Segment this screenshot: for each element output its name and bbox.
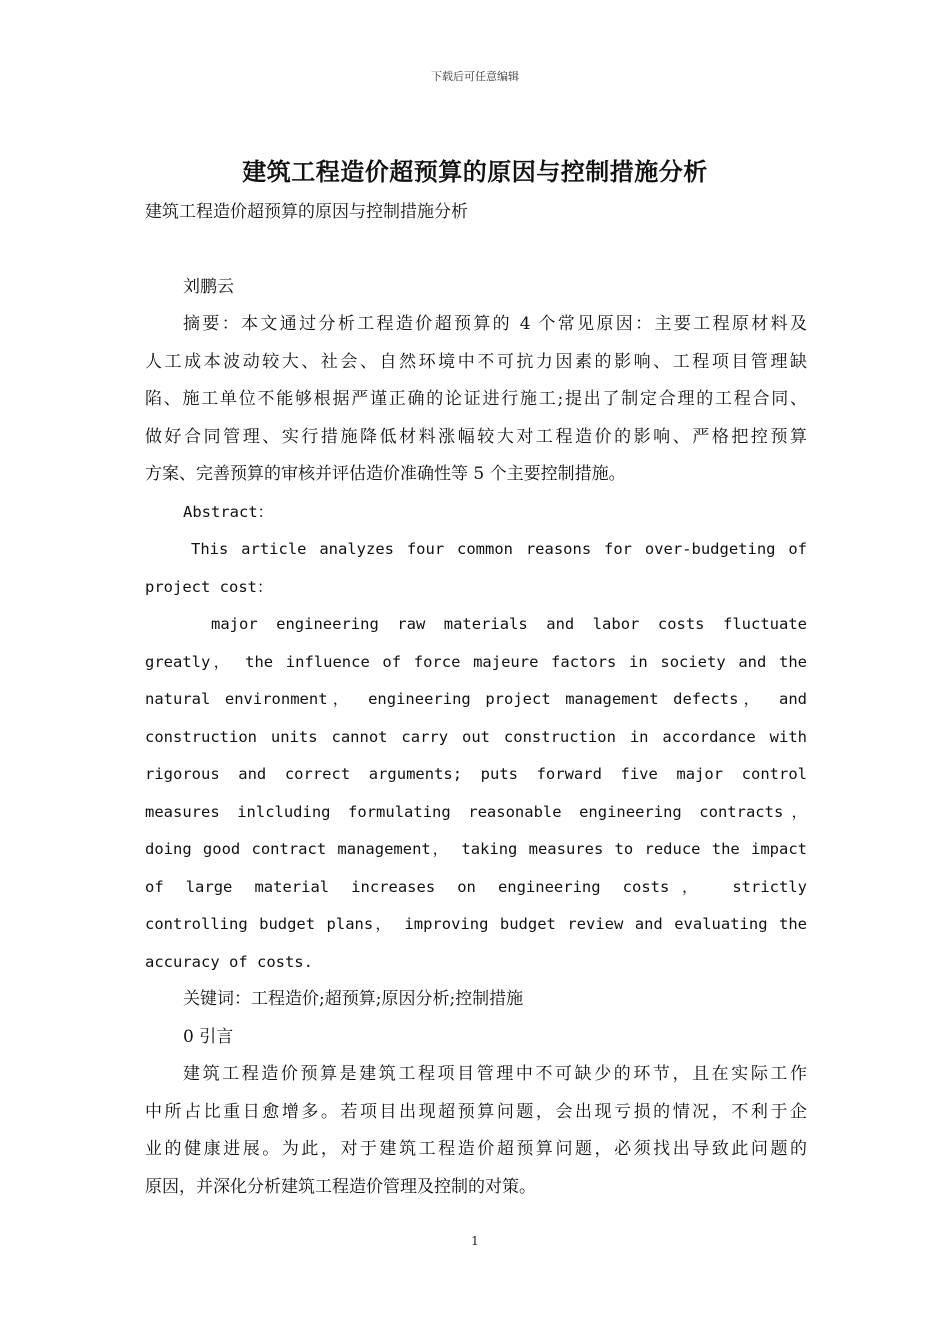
intro-line: 原因，并深化分析建筑工程造价管理及控制的对策。 [145,1176,536,1197]
abstract-en [145,535,807,985]
abstract-en-line: of large material increases on engineering costs， strictly [145,877,807,896]
document-title: 建筑工程造价超预算的原因与控制措施分析 [242,158,708,186]
abstract-en-line: rigorous and correct arguments; puts forward five major control [145,765,807,783]
abstract-cn [145,310,807,498]
intro-line: 中所占比重日愈增多。若项目出现超预算问题，会出现亏损的情况，不利于企 [145,1101,807,1122]
document-body [145,198,807,1210]
abstract-en-line: This article analyzes four common reasons for over-budgeting of [191,540,807,558]
abstract-en-line: major engineering raw materials and labor costs fluctuate [211,615,807,633]
abstract-cn-line: 做好合同管理、实行措施降低材料涨幅较大对工程造价的影响、严格把控预算 [145,426,807,447]
author: 刘鹏云 [183,276,234,297]
abstract-cn-line: 方案、完善预算的审核并评估造价准确性等 5 个主要控制措施。 [145,464,626,484]
subtitle: 建筑工程造价超预算的原因与控制措施分析 [145,202,468,222]
abstract-label: Abstract： [183,502,274,521]
abstract-en-line: greatly， the influence of force majeure factors in society and the [145,652,807,671]
abstract-en-line: construction units cannot carry out construction in accordance with [145,727,807,746]
abstract-cn-line: 人工成本波动较大、社会、自然环境中不可抗力因素的影响、工程项目管理缺 [145,351,807,372]
abstract-en-line: project cost： [145,577,273,596]
intro-paragraph [145,1060,807,1210]
abstract-en-line: accuracy of costs. [145,952,313,971]
intro-line: 业的健康进展。为此，对于建筑工程造价超预算问题，必须找出导致此问题的 [145,1139,807,1159]
keywords: 关键词：工程造价;超预算;原因分析;控制措施 [183,989,524,1009]
abstract-en-line: measures inlcluding formulating reasonable engineering contracts， [145,802,807,821]
intro-line: 建筑工程造价预算是建筑工程项目管理中不可缺少的环节，且在实际工作 [183,1064,807,1084]
section-heading: 0 引言 [183,1026,234,1047]
abstract-cn-line: 陷、施工单位不能够根据严谨正确的论证进行施工;提出了制定合理的工程合同、 [145,389,807,409]
abstract-en-line: doing good contract management， taking measures to reduce the impact [145,840,807,858]
page-header: 下载后可任意编辑 [431,70,519,83]
page-number: 1 [471,1234,479,1248]
abstract-en-line: controlling budget plans， improving budget review and evaluating the [145,915,807,933]
abstract-en-line: natural environment， engineering project management defects， and [145,690,807,708]
abstract-cn-line: 摘要：本文通过分析工程造价超预算的 4 个常见原因：主要工程原材料及 [183,314,807,334]
